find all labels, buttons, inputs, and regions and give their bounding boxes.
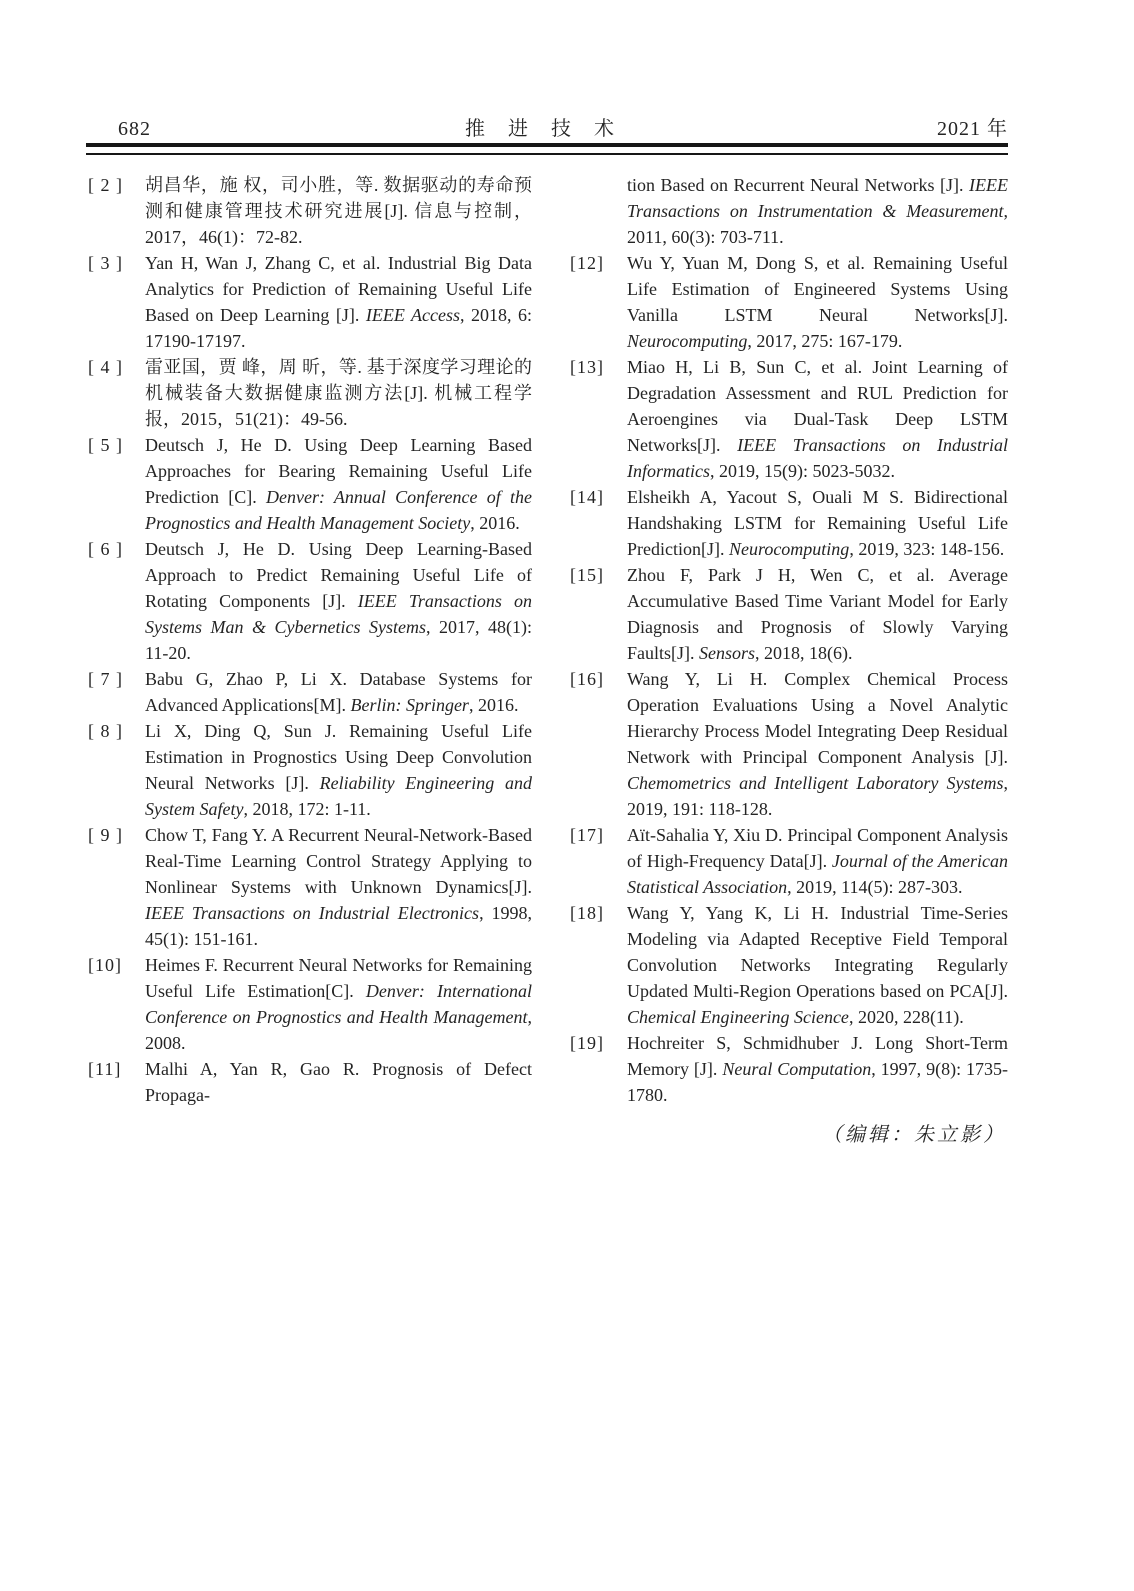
reference-label: [13]: [570, 357, 604, 377]
header-rule-thick: [86, 143, 1008, 147]
reference-item: [570, 666, 1008, 822]
header-year: 2021 年: [937, 118, 1008, 140]
reference-label: [18]: [570, 903, 604, 923]
reference-label: [17]: [570, 825, 604, 845]
reference-item: [88, 666, 532, 718]
reference-label: [ 7 ]: [88, 669, 123, 689]
reference-text: Heimes F. Recurrent Neural Networks for Remaining Useful Life Estimation[C]. Denver: International Conference on Prognostics and Health Management, 2008.: [145, 955, 532, 1053]
reference-text: tion Based on Recurrent Neural Networks [J]. IEEE Transactions on Instrumentation & Measurement, 2011, 60(3): 703-711.: [627, 175, 1008, 247]
reference-item: [570, 354, 1008, 484]
reference-item: [88, 822, 532, 952]
reference-text: Wu Y, Yuan M, Dong S, et al. Remaining Useful Life Estimation of Engineered Systems Using Vanilla LSTM Neural Networks[J]. Neurocomputing, 2017, 275: 167-179.: [627, 253, 1008, 351]
header-rule-thin: [86, 153, 1008, 155]
reference-item: [88, 354, 532, 432]
reference-item: [570, 822, 1008, 900]
editor-note: （编辑：朱立影）: [822, 1124, 1006, 1146]
reference-label: [12]: [570, 253, 604, 273]
reference-text: 胡昌华，施 权，司小胜，等. 数据驱动的寿命预测和健康管理技术研究进展[J]. 信息与控制，2017，46(1)：72-82.: [145, 175, 532, 247]
reference-label: [ 5 ]: [88, 435, 123, 455]
reference-item: [88, 250, 532, 354]
references-column-right: [570, 172, 1008, 1148]
reference-item: [88, 1056, 532, 1108]
reference-label: [ 9 ]: [88, 825, 123, 845]
reference-item: [88, 432, 532, 536]
reference-label: [ 2 ]: [88, 175, 123, 195]
reference-item: [570, 562, 1008, 666]
journal-title: 推 进 技 术: [465, 118, 623, 140]
references-list-right: [570, 172, 1008, 1108]
reference-text: Yan H, Wan J, Zhang C, et al. Industrial Big Data Analytics for Prediction of Remaining Useful Life Based on Deep Learning [J]. IEEE Access, 2018, 6: 17190-17197.: [145, 253, 532, 351]
reference-text: Babu G, Zhao P, Li X. Database Systems for Advanced Applications[M]. Berlin: Springer, 2016.: [145, 669, 532, 715]
reference-text: Deutsch J, He D. Using Deep Learning-Based Approach to Predict Remaining Useful Life of Rotating Components [J]. IEEE Transactions on Systems Man & Cybernetics Systems, 2017, 48(1): 11-20.: [145, 539, 532, 663]
reference-text: Chow T, Fang Y. A Recurrent Neural-Network-Based Real-Time Learning Control Strategy Applying to Nonlinear Systems with Unknown Dynamics[J]. IEEE Transactions on Industrial Electronics, 1998, 45(1): 151-161.: [145, 825, 532, 949]
reference-item: [570, 1030, 1008, 1108]
reference-text: Elsheikh A, Yacout S, Ouali M S. Bidirectional Handshaking LSTM for Remaining Useful Life Prediction[J]. Neurocomputing, 2019, 323: 148-156.: [627, 487, 1008, 559]
reference-label: [16]: [570, 669, 604, 689]
reference-text: Li X, Ding Q, Sun J. Remaining Useful Life Estimation in Prognostics Using Deep Convolution Neural Networks [J]. Reliability Engineering and System Safety, 2018, 172: 1-11.: [145, 721, 533, 819]
reference-label: [ 3 ]: [88, 253, 123, 273]
reference-item: [88, 172, 532, 250]
reference-label: [14]: [570, 487, 604, 507]
reference-text: Miao H, Li B, Sun C, et al. Joint Learning of Degradation Assessment and RUL Prediction for Aeroengines via Dual-Task Deep LSTM Networks[J]. IEEE Transactions on Industrial Informatics, 2019, 15(9): 5023-5032.: [627, 357, 1008, 481]
reference-item: [570, 172, 1008, 250]
reference-label: [ 4 ]: [88, 357, 123, 377]
reference-text: 雷亚国，贾 峰，周 昕，等. 基于深度学习理论的机械装备大数据健康监测方法[J]. 机械工程学报，2015，51(21)：49-56.: [145, 357, 532, 429]
reference-label: [ 6 ]: [88, 539, 123, 559]
reference-text: Deutsch J, He D. Using Deep Learning Based Approaches for Bearing Remaining Useful Life Prediction [C]. Denver: Annual Conference of the Prognostics and Health Management Society, 2016.: [145, 435, 532, 533]
page-number: 682: [118, 118, 151, 140]
reference-text: Malhi A, Yan R, Gao R. Prognosis of Defect Propaga-: [145, 1059, 532, 1105]
reference-item: [88, 952, 532, 1056]
reference-text: Wang Y, Li H. Complex Chemical Process Operation Evaluations Using a Novel Analytic Hierarchy Process Model Integrating Deep Residual Network with Principal Component Analysis [J]. Chemometrics and Intelligent Laboratory Systems, 2019, 191: 118-128.: [627, 669, 1008, 819]
reference-item: [570, 900, 1008, 1030]
reference-text: Wang Y, Yang K, Li H. Industrial Time-Series Modeling via Adapted Receptive Field Temporal Convolution Networks Integrating Regularly Updated Multi-Region Operations based on PCA[J]. Chemical Engineering Science, 2020, 228(11).: [627, 903, 1008, 1027]
reference-text: Aït-Sahalia Y, Xiu D. Principal Component Analysis of High-Frequency Data[J]. Journal of the American Statistical Association, 2019, 114(5): 287-303.: [627, 825, 1009, 897]
reference-label: [10]: [88, 955, 122, 975]
reference-label: [19]: [570, 1033, 604, 1053]
references-column-left: [88, 172, 532, 1108]
reference-text: Zhou F, Park J H, Wen C, et al. Average Accumulative Based Time Variant Model for Early Diagnosis and Prognosis of Slowly Varying Faults[J]. Sensors, 2018, 18(6).: [627, 565, 1008, 663]
reference-item: [88, 718, 532, 822]
reference-label: [11]: [88, 1059, 122, 1079]
reference-item: [570, 250, 1008, 354]
reference-text: Hochreiter S, Schmidhuber J. Long Short-Term Memory [J]. Neural Computation, 1997, 9(8): 1735-1780.: [627, 1033, 1009, 1105]
page-header: [88, 112, 1008, 140]
reference-item: [570, 484, 1008, 562]
reference-label: [15]: [570, 565, 604, 585]
reference-label: [ 8 ]: [88, 721, 123, 741]
reference-item: [88, 536, 532, 666]
